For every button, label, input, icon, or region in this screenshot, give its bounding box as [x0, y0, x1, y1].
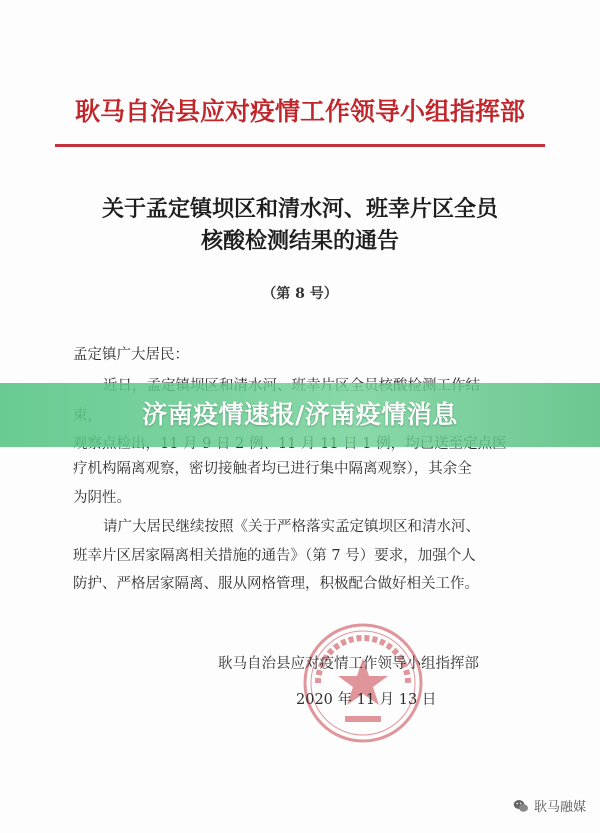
document-title-line-2: 核酸检测结果的通告	[200, 228, 399, 254]
watermark-label: 耿马融媒	[533, 800, 586, 815]
official-seal-stamp	[300, 620, 426, 746]
wechat-icon	[513, 798, 529, 814]
paragraph-line: 班幸片区居家隔离相关措施的通告》（第 7 号）要求，加强个人	[73, 548, 476, 564]
signature-organization: 耿马自治县应对疫情工作领导小组指挥部	[218, 656, 479, 672]
headline-banner	[0, 383, 600, 447]
document-number: （第 8 号）	[262, 286, 338, 302]
org-header: 耿马自治县应对疫情工作领导小组指挥部	[74, 97, 525, 126]
source-watermark	[513, 796, 586, 815]
salutation: 孟定镇广大居民：	[73, 347, 189, 363]
paragraph-line: 防护、严格居家隔离、服从网格管理，积极配合做好相关工作。	[73, 576, 479, 592]
paragraph-line: 请广大居民继续按照《关于严格落实孟定镇坝区和清水河、	[103, 519, 480, 535]
red-divider-rule	[55, 144, 545, 147]
paragraph-line: 为阴性。	[73, 490, 131, 506]
paragraph-line: 疗机构隔离观察，密切接触者均已进行集中隔离观察），其余全	[73, 461, 472, 477]
banner-headline: 济南疫情速报/济南疫情消息	[142, 400, 458, 429]
document-title-line-1: 关于孟定镇坝区和清水河、班幸片区全员	[101, 196, 498, 222]
signature-date: 2020 年 11 月 13 日	[296, 692, 437, 708]
